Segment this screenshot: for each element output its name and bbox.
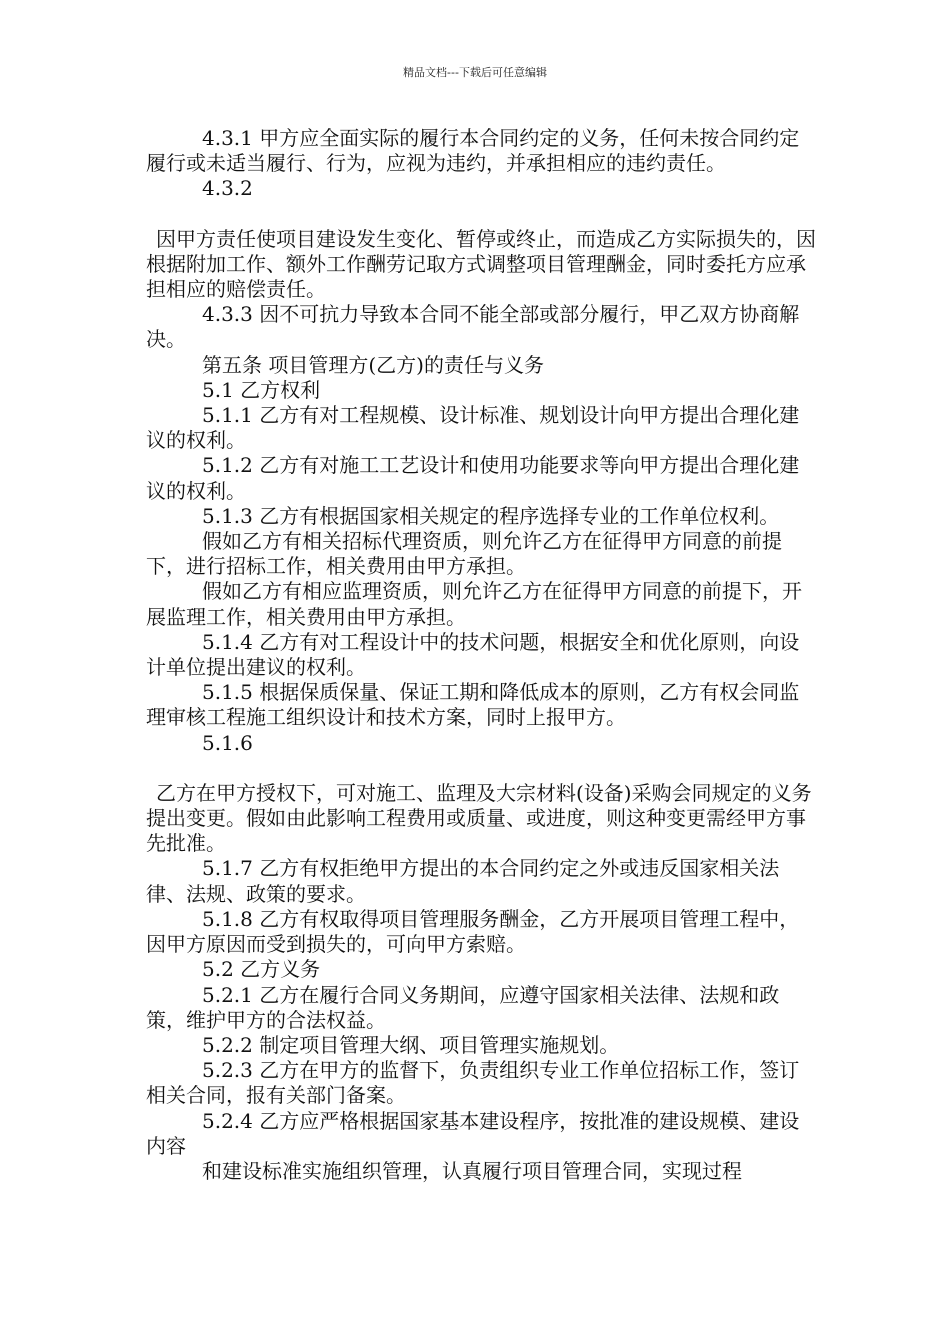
section-heading-5-1: 5.1 乙方权利 bbox=[202, 377, 321, 402]
paragraph-5-2-2: 5.2.2 制定项目管理大纲、项目管理实施规划。 bbox=[202, 1032, 620, 1057]
paragraph-5-1-7: 5.1.7 乙方有权拒绝甲方提出的本合同约定之外或违反国家相关法律、法规、政策的要求。 bbox=[146, 856, 780, 906]
paragraph-4-3-3: 4.3.3 因不可抗力导致本合同不能全部或部分履行，甲乙双方协商解决。 bbox=[146, 302, 800, 352]
paragraph-5-1-3: 5.1.3 乙方有根据国家相关规定的程序选择专业的工作单位权利。 bbox=[202, 503, 780, 528]
blank-line bbox=[146, 202, 818, 227]
paragraph-5-1-5: 5.1.5 根据保质保量、保证工期和降低成本的原则，乙方有权会同监理审核工程施工组织设计和技术方案，同时上报甲方。 bbox=[146, 680, 800, 730]
paragraph-5-1-2: 5.1.2 乙方有对施工工艺设计和使用功能要求等向甲方提出合理化建议的权利。 bbox=[146, 453, 800, 503]
paragraph-5-1-6-number: 5.1.6 bbox=[202, 730, 253, 755]
paragraph-5-2-3: 5.2.3 乙方在甲方的监督下，负责组织专业工作单位招标工作，签订相关合同，报有关部门备案。 bbox=[146, 1058, 800, 1108]
paragraph-5-2-4: 5.2.4 乙方应严格根据国家基本建设程序，按批准的建设规模、建设内容 bbox=[146, 1108, 800, 1158]
paragraph-5-2-4-continued: 和建设标准实施组织管理，认真履行项目管理合同，实现过程 bbox=[202, 1158, 742, 1183]
paragraph-4-3-2-number: 4.3.2 bbox=[202, 176, 253, 201]
paragraph-bidding-agency: 假如乙方有相关招标代理资质，则允许乙方在征得甲方同意的前提下，进行招标工作，相关费用由甲方承担。 bbox=[146, 529, 782, 579]
paragraph-4-3-2-text: 因甲方责任使项目建设发生变化、暂停或终止，而造成乙方实际损失的，因根据附加工作、额外工作酬劳记取方式调整项目管理酬金，同时委托方应承担相应的赔偿责任。 bbox=[146, 226, 816, 302]
paragraph-5-1-1: 5.1.1 乙方有对工程规模、设计标准、规划设计向甲方提出合理化建议的权利。 bbox=[146, 403, 800, 453]
paragraph-5-1-4: 5.1.4 乙方有对工程设计中的技术问题，根据安全和优化原则，向设计单位提出建议的权利。 bbox=[146, 629, 800, 680]
section-heading-5-2: 5.2 乙方义务 bbox=[202, 957, 321, 982]
paragraph-5-1-6-text: 乙方在甲方授权下，可对施工、监理及大宗材料(设备)采购会同规定的义务提出变更。假如由此影响工程费用或质量、或进度，则这种变更需经甲方事先批准。 bbox=[146, 780, 812, 856]
paragraph-5-2-1: 5.2.1 乙方在履行合同义务期间，应遵守国家相关法律、法规和政策，维护甲方的合法权益。 bbox=[146, 982, 780, 1032]
section-heading-article-5: 第五条 项目管理方(乙方)的责任与义务 bbox=[202, 352, 544, 377]
paragraph-5-1-8: 5.1.8 乙方有权取得项目管理服务酬金，乙方开展项目管理工程中，因甲方原因而受到损失的，可向甲方索赔。 bbox=[146, 906, 800, 957]
paragraph-4-3-1: 4.3.1 甲方应全面实际的履行本合同约定的义务，任何未按合同约定履行或未适当履行、行为，应视为违约，并承担相应的违约责任。 bbox=[146, 126, 800, 176]
document-body bbox=[146, 126, 818, 1184]
page-header: 精品文档---下载后可任意编辑 bbox=[403, 66, 547, 79]
paragraph-supervision: 假如乙方有相应监理资质，则允许乙方在征得甲方同意的前提下，开展监理工作，相关费用由甲方承担。 bbox=[146, 579, 802, 629]
blank-line bbox=[146, 756, 818, 781]
